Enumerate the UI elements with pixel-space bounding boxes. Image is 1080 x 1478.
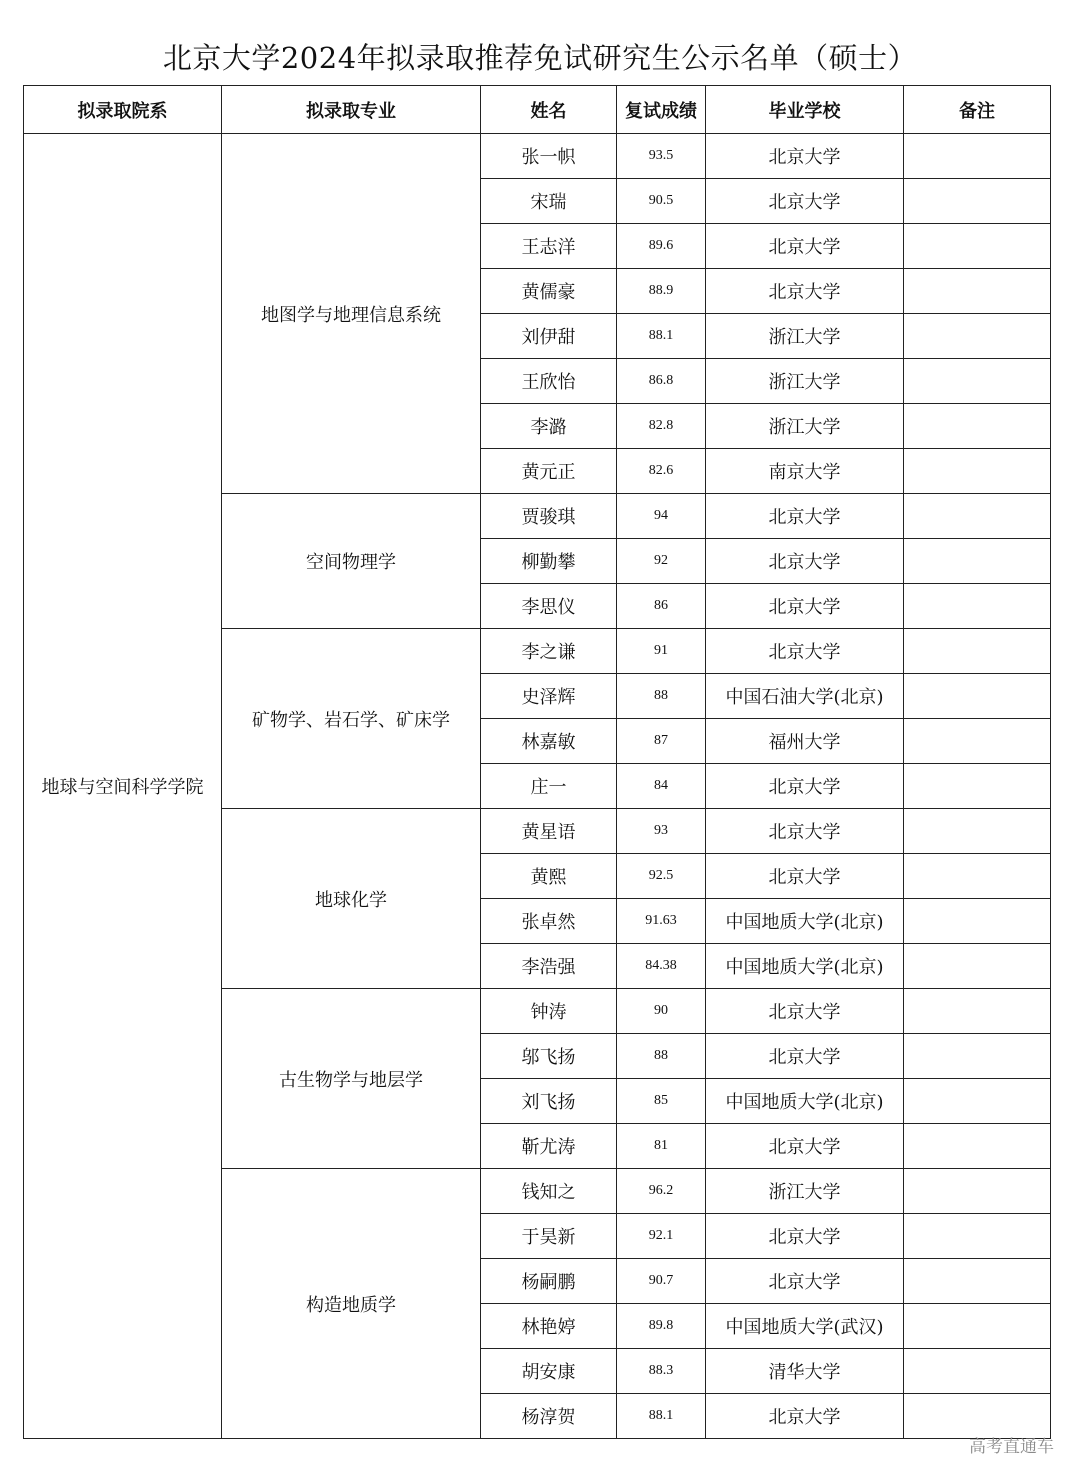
name-cell: 庄一 [481, 764, 617, 809]
note-cell [904, 1304, 1051, 1349]
school-cell: 北京大学 [706, 584, 904, 629]
school-cell: 中国地质大学(武汉) [706, 1304, 904, 1349]
score-cell: 88.1 [617, 1394, 706, 1439]
admission-table [23, 85, 1051, 1439]
score-cell: 84 [617, 764, 706, 809]
header-note: 备注 [904, 86, 1051, 134]
note-cell [904, 1349, 1051, 1394]
note-cell [904, 359, 1051, 404]
note-cell [904, 944, 1051, 989]
name-cell: 王志洋 [481, 224, 617, 269]
table-body [24, 134, 1051, 1439]
school-cell: 北京大学 [706, 764, 904, 809]
score-cell: 92.1 [617, 1214, 706, 1259]
score-cell: 88.9 [617, 269, 706, 314]
note-cell [904, 989, 1051, 1034]
note-cell [904, 629, 1051, 674]
score-cell: 86 [617, 584, 706, 629]
school-cell: 清华大学 [706, 1349, 904, 1394]
note-cell [904, 1079, 1051, 1124]
name-cell: 邬飞扬 [481, 1034, 617, 1079]
watermark: 高考直通车 [969, 1437, 1054, 1457]
score-cell: 89.6 [617, 224, 706, 269]
note-cell [904, 314, 1051, 359]
major-cell: 空间物理学 [222, 494, 481, 629]
header-dept: 拟录取院系 [24, 86, 222, 134]
score-cell: 93 [617, 809, 706, 854]
school-cell: 中国地质大学(北京) [706, 899, 904, 944]
name-cell: 李浩强 [481, 944, 617, 989]
score-cell: 82.6 [617, 449, 706, 494]
school-cell: 北京大学 [706, 854, 904, 899]
school-cell: 北京大学 [706, 629, 904, 674]
note-cell [904, 1169, 1051, 1214]
name-cell: 宋瑞 [481, 179, 617, 224]
name-cell: 李潞 [481, 404, 617, 449]
note-cell [904, 764, 1051, 809]
note-cell [904, 1259, 1051, 1304]
score-cell: 88.1 [617, 314, 706, 359]
note-cell [904, 899, 1051, 944]
name-cell: 于昊新 [481, 1214, 617, 1259]
school-cell: 北京大学 [706, 224, 904, 269]
note-cell [904, 584, 1051, 629]
name-cell: 柳勤攀 [481, 539, 617, 584]
name-cell: 黄元正 [481, 449, 617, 494]
score-cell: 94 [617, 494, 706, 539]
note-cell [904, 1034, 1051, 1079]
school-cell: 北京大学 [706, 1034, 904, 1079]
name-cell: 王欣怡 [481, 359, 617, 404]
school-cell: 北京大学 [706, 1214, 904, 1259]
note-cell [904, 404, 1051, 449]
note-cell [904, 494, 1051, 539]
name-cell: 刘伊甜 [481, 314, 617, 359]
school-cell: 北京大学 [706, 179, 904, 224]
school-cell: 北京大学 [706, 809, 904, 854]
major-cell: 地球化学 [222, 809, 481, 989]
header-score: 复试成绩 [617, 86, 706, 134]
name-cell: 胡安康 [481, 1349, 617, 1394]
score-cell: 88.3 [617, 1349, 706, 1394]
note-cell [904, 674, 1051, 719]
name-cell: 李思仪 [481, 584, 617, 629]
name-cell: 黄熙 [481, 854, 617, 899]
header-major: 拟录取专业 [222, 86, 481, 134]
score-cell: 89.8 [617, 1304, 706, 1349]
school-cell: 中国石油大学(北京) [706, 674, 904, 719]
major-cell: 矿物学、岩石学、矿床学 [222, 629, 481, 809]
school-cell: 北京大学 [706, 989, 904, 1034]
score-cell: 93.5 [617, 134, 706, 179]
header-school: 毕业学校 [706, 86, 904, 134]
score-cell: 91 [617, 629, 706, 674]
school-cell: 北京大学 [706, 134, 904, 179]
major-cell: 构造地质学 [222, 1169, 481, 1439]
document-title: 北京大学2024年拟录取推荐免试研究生公示名单（硕士） [162, 41, 918, 75]
score-cell: 92.5 [617, 854, 706, 899]
name-cell: 杨嗣鹏 [481, 1259, 617, 1304]
name-cell: 张卓然 [481, 899, 617, 944]
school-cell: 福州大学 [706, 719, 904, 764]
note-cell [904, 809, 1051, 854]
name-cell: 贾骏琪 [481, 494, 617, 539]
score-cell: 86.8 [617, 359, 706, 404]
score-cell: 90 [617, 989, 706, 1034]
name-cell: 林嘉敏 [481, 719, 617, 764]
name-cell: 李之谦 [481, 629, 617, 674]
score-cell: 88 [617, 1034, 706, 1079]
score-cell: 88 [617, 674, 706, 719]
score-cell: 87 [617, 719, 706, 764]
table-header-row [24, 86, 1051, 134]
name-cell: 林艳婷 [481, 1304, 617, 1349]
major-cell: 地图学与地理信息系统 [222, 134, 481, 494]
name-cell: 黄儒豪 [481, 269, 617, 314]
name-cell: 黄星语 [481, 809, 617, 854]
score-cell: 90.7 [617, 1259, 706, 1304]
header-name: 姓名 [481, 86, 617, 134]
school-cell: 北京大学 [706, 269, 904, 314]
school-cell: 浙江大学 [706, 1169, 904, 1214]
school-cell: 中国地质大学(北京) [706, 1079, 904, 1124]
note-cell [904, 449, 1051, 494]
school-cell: 北京大学 [706, 1394, 904, 1439]
school-cell: 北京大学 [706, 1124, 904, 1169]
department-cell: 地球与空间科学学院 [24, 134, 222, 1439]
score-cell: 92 [617, 539, 706, 584]
name-cell: 张一帜 [481, 134, 617, 179]
school-cell: 中国地质大学(北京) [706, 944, 904, 989]
note-cell [904, 1214, 1051, 1259]
score-cell: 90.5 [617, 179, 706, 224]
score-cell: 96.2 [617, 1169, 706, 1214]
score-cell: 91.63 [617, 899, 706, 944]
name-cell: 史泽辉 [481, 674, 617, 719]
note-cell [904, 134, 1051, 179]
school-cell: 浙江大学 [706, 359, 904, 404]
school-cell: 北京大学 [706, 1259, 904, 1304]
note-cell [904, 539, 1051, 584]
name-cell: 刘飞扬 [481, 1079, 617, 1124]
name-cell: 杨淳贺 [481, 1394, 617, 1439]
school-cell: 南京大学 [706, 449, 904, 494]
name-cell: 钱知之 [481, 1169, 617, 1214]
note-cell [904, 179, 1051, 224]
note-cell [904, 854, 1051, 899]
name-cell: 靳尤涛 [481, 1124, 617, 1169]
note-cell [904, 719, 1051, 764]
note-cell [904, 1124, 1051, 1169]
school-cell: 北京大学 [706, 539, 904, 584]
school-cell: 浙江大学 [706, 404, 904, 449]
name-cell: 钟涛 [481, 989, 617, 1034]
score-cell: 81 [617, 1124, 706, 1169]
score-cell: 82.8 [617, 404, 706, 449]
school-cell: 北京大学 [706, 494, 904, 539]
school-cell: 浙江大学 [706, 314, 904, 359]
table-row [24, 134, 1051, 179]
score-cell: 85 [617, 1079, 706, 1124]
note-cell [904, 269, 1051, 314]
score-cell: 84.38 [617, 944, 706, 989]
major-cell: 古生物学与地层学 [222, 989, 481, 1169]
note-cell [904, 224, 1051, 269]
